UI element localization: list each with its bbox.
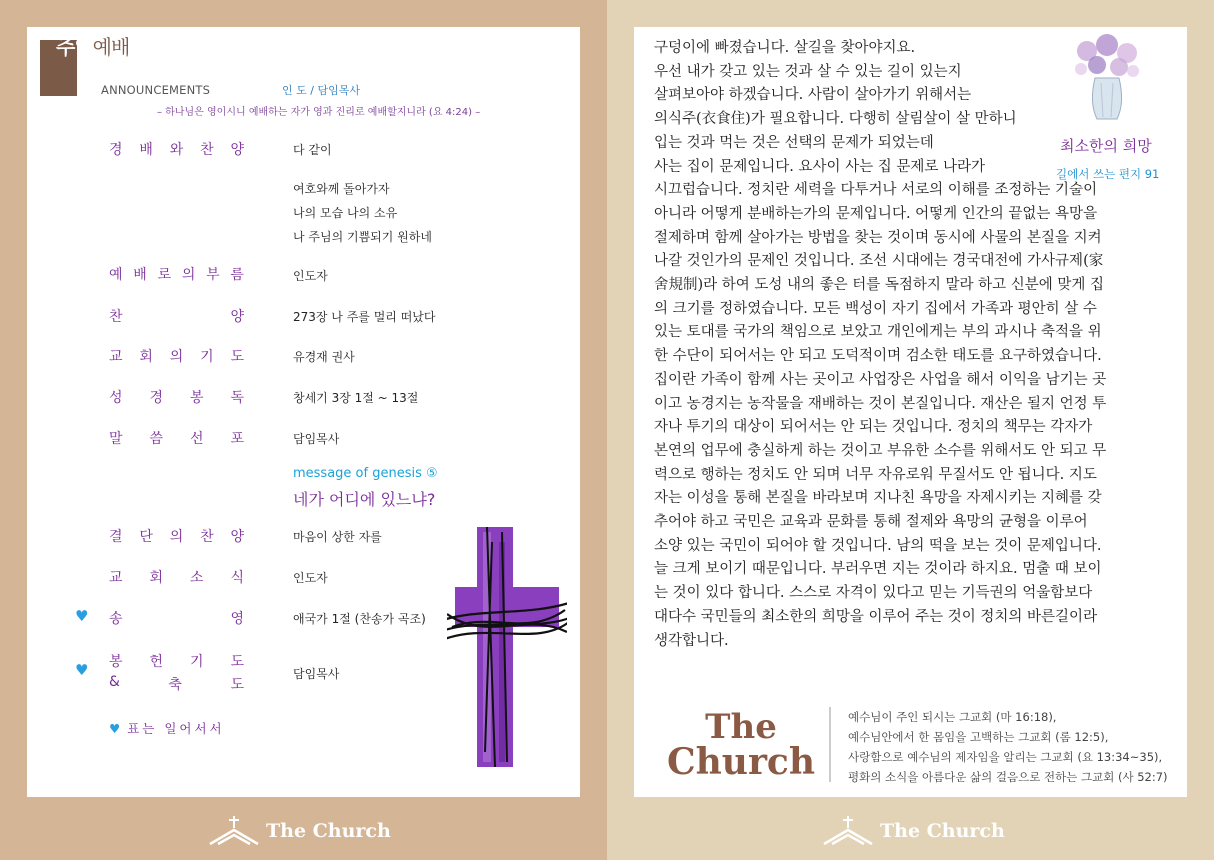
essay-line: 구덩이에 빠졌습니다. 살길을 찾아야지요. (654, 40, 916, 56)
essay-line: 본연의 업무에 충실하게 하는 것이고 부유한 소수를 위해서도 안 되고 무 (654, 442, 1107, 459)
essay-body (654, 37, 1159, 653)
essay-page (634, 27, 1187, 797)
order-label: 예 배 로 의 부 름 (109, 267, 244, 283)
divider (829, 707, 831, 782)
order-value: 담임목사 (293, 667, 340, 681)
essay-line: 추어야 하고 국민은 교육과 문화를 통해 절제와 욕망의 균형을 이루어 (654, 514, 1088, 531)
order-label: 송 영 (109, 611, 244, 627)
essay-line: 의 크기를 정하였습니다. 모든 백성이 자기 집에서 가족과 평안히 살 수 (654, 300, 1097, 317)
church-cross-icon (208, 816, 260, 846)
essay-line: 생각합니다. (654, 632, 729, 649)
order-value: 담임목사 (293, 432, 340, 446)
church-logo-line1: The (705, 707, 777, 747)
essay-line: 살펴보아야 하겠습니다. 사람이 살아가기 위해서는 (654, 87, 972, 104)
church-cross-icon (822, 816, 874, 846)
praise-song: 나 주님의 기쁨되기 원하네 (293, 230, 432, 244)
essay-line: 력으로 행하는 정치도 안 되며 너무 자유로워 무질서도 안 됩니다. 지도 (654, 466, 1097, 483)
standing-note-text: 표는 일어서서 (127, 721, 225, 736)
order-label: 결 단 의 찬 양 (109, 529, 244, 545)
essay-line: 자나 투기의 대상이 되어서는 안 되는 것입니다. 정치의 책무는 각자가 (654, 419, 1093, 436)
essay-line: 자는 이성을 통해 본질을 바라보며 지나친 욕망을 자제시키는 지혜를 갖 (654, 490, 1102, 507)
order-value: 다 같이 (293, 143, 332, 157)
order-value: 마음이 상한 자를 (293, 530, 382, 544)
essay-line: 나갈 것인가의 문제인 것입니다. 조선 시대에는 경국대전에 가사규제(家 (654, 253, 1104, 270)
footer-logo (208, 816, 391, 846)
essay-subtitle: 길에서 쓰는 편지 91 (1056, 167, 1160, 181)
message-series: message of genesis ⑤ (293, 466, 438, 481)
church-logo-line2: Church (666, 741, 816, 783)
mission-line: 예수님이 주인 되시는 그교회 (마 16:18), (848, 710, 1057, 724)
footer-logo (822, 816, 1005, 846)
mission-line: 사랑함으로 예수님의 제자임을 알리는 그교회 (요 13:34~35), (848, 750, 1163, 764)
bulletin-order-page (27, 27, 580, 797)
order-label: 교 회 의 기 도 (109, 349, 244, 365)
essay-line: 시끄럽습니다. 정치란 세력을 다투거나 서로의 이해를 조정하는 기술이 (654, 182, 1098, 199)
essay-line: 소양 있는 국민이 되어야 할 것입니다. 남의 떡을 보는 것이 문제입니다. (654, 537, 1102, 554)
purple-cross-illustration (447, 522, 567, 772)
footer-brand-text: The Church (266, 820, 391, 842)
order-value: 273장 나 주를 멀리 떠났다 (293, 310, 436, 324)
church-logo (656, 707, 826, 783)
order-value: 유경재 권사 (293, 350, 355, 364)
mission-statements (848, 707, 1168, 787)
essay-line: 의식주(衣食住)가 필요합니다. 다행히 살림살이 살 만하니 (654, 111, 1017, 128)
essay-line: 舍規制)라 하여 도성 내의 좋은 터를 독점하지 말라 하고 신분에 맞게 집 (654, 277, 1105, 294)
praise-song: 여호와께 돌아가자 (293, 182, 390, 196)
order-label: 성 경 봉 독 (109, 390, 244, 406)
theme-verse: – 하나님은 영이시니 예배하는 자가 영과 진리로 예배할지니라 (요 4:24) – (157, 107, 481, 118)
title-part2: 예배 (92, 35, 130, 59)
order-label-line2: & 축 도 (109, 674, 244, 693)
order-label: 경 배 와 찬 양 (109, 142, 244, 158)
message-title: 네가 어디에 있느냐? (293, 490, 436, 509)
order-value: 애국가 1절 (찬송가 곡조) (293, 612, 426, 626)
title-part1: 주일 (56, 35, 93, 59)
essay-line: 아니라 어떻게 분배하는가의 문제입니다. 어떻게 인간의 끝없는 욕망을 (654, 205, 1098, 222)
essay-line: 우선 내가 갖고 있는 것과 살 수 있는 길이 있는지 (654, 63, 962, 80)
essay-line: 입는 것과 먹는 것은 선택의 문제가 되었는데 (654, 134, 934, 151)
essay-title: 최소한의 희망 (1060, 137, 1152, 155)
order-label: 봉 헌 기 도 (109, 654, 244, 670)
essay-line: 사는 집이 문제입니다. 요사이 사는 집 문제로 나라가 (654, 158, 986, 175)
flower-vase-illustration (1067, 33, 1147, 123)
heart-icon: ♥ (75, 661, 89, 679)
order-label: 교 회 소 식 (109, 570, 244, 586)
order-label: 말 씀 선 포 (109, 431, 244, 447)
praise-song: 나의 모습 나의 소유 (293, 206, 398, 220)
page-title (56, 31, 129, 60)
essay-line: 한 수단이 되어서는 안 되고 도덕적이며 검소한 태도를 요구하였습니다. (654, 348, 1102, 365)
mission-line: 예수님안에서 한 몸임을 고백하는 그교회 (롬 12:5), (848, 730, 1109, 744)
order-value: 인도자 (293, 571, 328, 585)
footer-brand-text: The Church (880, 820, 1005, 842)
essay-line: 절제하며 함께 살아가는 방법을 찾는 것이며 동시에 사물의 본질을 지켜 (654, 229, 1102, 246)
essay-line: 이고 농경지는 농작물을 재배하는 것이 본질입니다. 재산은 될지 언정 투 (654, 395, 1107, 412)
order-value: 창세기 3장 1절 ~ 13절 (293, 391, 419, 405)
leader-label: 인 도 / 담임목사 (282, 84, 360, 97)
heart-icon: ♥ (75, 607, 89, 625)
essay-line: 대다수 국민들의 최소한의 희망을 이루어 주는 것이 정치의 바른길이라 (654, 608, 1098, 625)
essay-line: 늘 크게 보이기 때문입니다. 부러우면 지는 것이라 하지요. 멈출 때 보이 (654, 561, 1102, 578)
essay-line: 는 것이 있다 합니다. 스스로 자격이 있다고 믿는 기득권의 억울함보다 (654, 585, 1093, 602)
mission-line: 평화의 소식을 아름다운 삶의 걸음으로 전하는 그교회 (사 52:7) (848, 770, 1168, 784)
heart-icon: ♥ (109, 721, 121, 736)
order-value: 인도자 (293, 269, 328, 283)
essay-line: 집이란 가족이 함께 사는 곳이고 사업장은 사업을 해서 이익을 남기는 곳 (654, 371, 1107, 388)
essay-line: 있는 토대를 국가의 책임으로 보았고 개인에게는 부의 과시나 축적을 위 (654, 324, 1102, 341)
order-label: 찬 양 (109, 309, 244, 325)
standing-note (109, 719, 225, 737)
announcements-label: ANNOUNCEMENTS (101, 83, 211, 97)
